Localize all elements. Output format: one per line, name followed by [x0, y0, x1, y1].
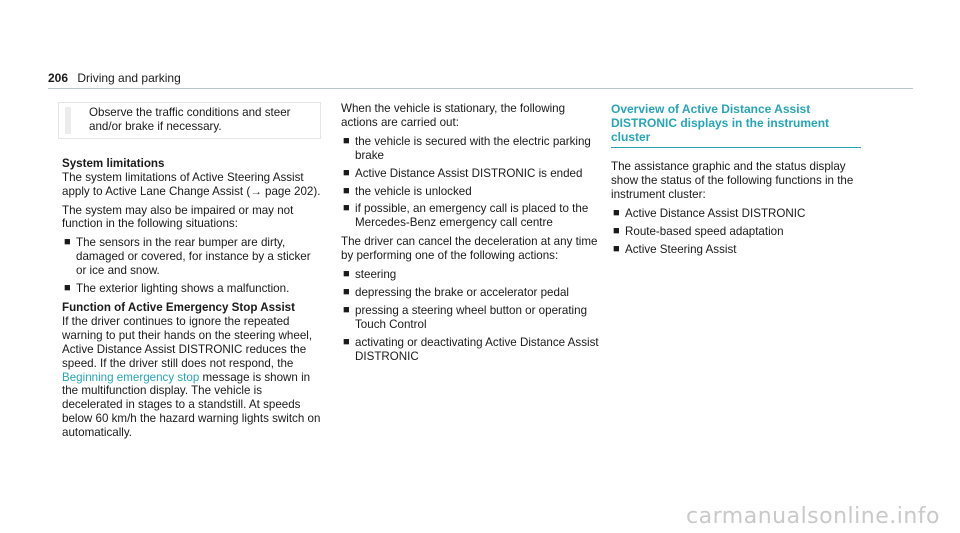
bullet-icon: ■ — [613, 242, 620, 255]
system-limitations-section — [62, 157, 322, 199]
bullet-icon: ■ — [64, 282, 71, 295]
note-box — [58, 102, 321, 139]
section-heading: System limitations — [62, 156, 165, 170]
list-item: ■ activating or deactivating Active Distance Assist DISTRONIC — [343, 335, 599, 363]
overview-heading: Overview of Active Distance Assist DISTRONIC displays in the instrument cluster — [611, 102, 861, 148]
list-item: ■ if possible, an emergency call is placed to the Mercedes-Benz emergency call centre — [343, 202, 589, 230]
list-item: ■ The exterior lighting shows a malfunction. — [64, 282, 290, 296]
list-item: ■ the vehicle is unlocked — [343, 184, 472, 198]
paragraph-text: If the driver continues to ignore the repeated warning to put their hands on the steering wheel, Active Distance Assist DISTRONIC reduces the speed. If the driver still does not respond, the — [62, 314, 313, 370]
list-item: ■ pressing a steering wheel button or operating Touch Control — [343, 303, 588, 331]
list-item: ■ the vehicle is secured with the electric parking brake — [343, 134, 591, 162]
bullet-icon: ■ — [343, 134, 350, 147]
bullet-icon: ■ — [343, 335, 350, 348]
bullet-icon: ■ — [343, 166, 350, 179]
bullet-icon: ■ — [343, 184, 350, 197]
bullet-list — [62, 236, 322, 296]
note-line: Observe the traffic conditions and steer — [89, 106, 291, 119]
list-item: ■ Active Steering Assist — [613, 242, 737, 256]
bullet-list — [341, 268, 603, 363]
page-header — [48, 70, 913, 89]
list-item: ■ Active Distance Assist DISTRONIC is ended — [343, 166, 583, 180]
column-left — [62, 102, 322, 445]
column-right — [611, 102, 866, 261]
bullet-icon: ■ — [343, 285, 350, 298]
bullet-icon: ■ — [343, 303, 350, 316]
page-number: 206 — [48, 71, 69, 85]
bullet-icon: ■ — [343, 202, 350, 215]
paragraph: The assistance graphic and the status display show the status of the following functions in the instrument cluster: — [611, 160, 854, 201]
list-item: ■ steering — [343, 268, 397, 282]
paragraph: The system limitations of Active Steering Assist apply to Active Lane Change Assist (→ page 202). — [62, 170, 321, 198]
bullet-icon: ■ — [613, 224, 620, 237]
bullet-list — [611, 207, 866, 257]
section-title: Driving and parking — [77, 71, 181, 85]
note-icon — [65, 107, 71, 134]
beginning-emergency-stop-link[interactable]: Beginning emergency stop — [62, 370, 200, 384]
list-item: ■ The sensors in the rear bumper are dirty, damaged or covered, for instance by a sticker or ice and snow. — [64, 236, 311, 278]
watermark: carmanualsonline.info — [686, 504, 940, 529]
bullet-icon: ■ — [613, 206, 620, 219]
paragraph: The system may also be impaired or may not function in the following situations: — [62, 203, 294, 231]
paragraph: The driver can cancel the deceleration at any time by performing one of the following actions: — [341, 235, 598, 263]
bullet-list — [341, 135, 603, 230]
list-item: ■ depressing the brake or accelerator pedal — [343, 285, 569, 299]
column-middle — [341, 102, 603, 369]
paragraph-text: message is shown in the multifunction display. The vehicle is decelerated in stages to a standstill. At speeds below 60 km/h the hazard warning lights switch on automatically. — [62, 370, 321, 440]
paragraph: When the vehicle is stationary, the following actions are carried out: — [341, 102, 566, 129]
section-heading: Function of Active Emergency Stop Assist — [62, 300, 295, 314]
bullet-icon: ■ — [64, 236, 71, 249]
bullet-icon: ■ — [343, 268, 350, 281]
emergency-stop-section — [62, 301, 322, 440]
list-item: ■ Active Distance Assist DISTRONIC — [613, 206, 806, 220]
list-item: ■ Route-based speed adaptation — [613, 224, 784, 238]
note-line: and/or brake if necessary. — [89, 119, 222, 133]
